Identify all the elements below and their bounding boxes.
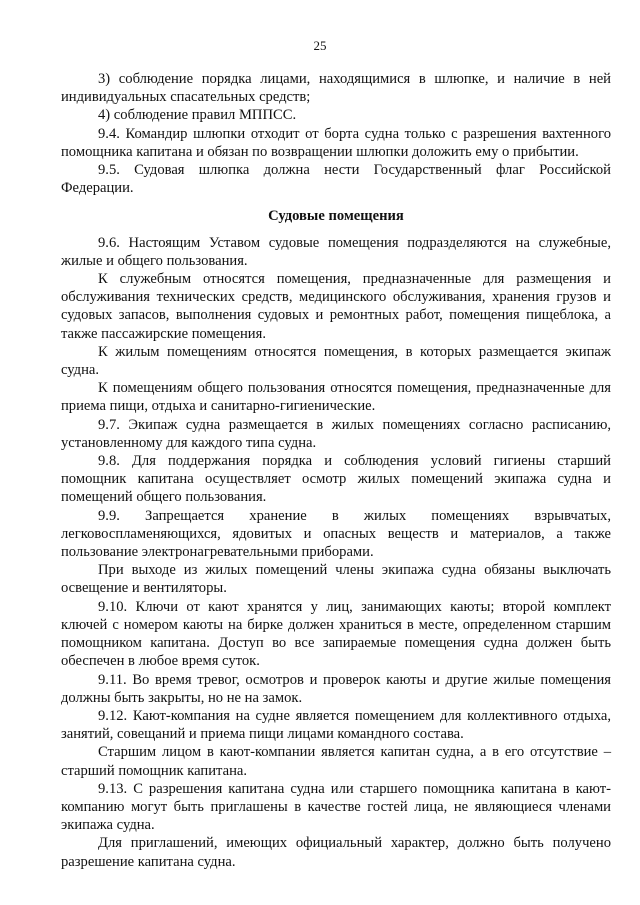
paragraph-9-9: 9.9. Запрещается хранение в жилых помещениях взрывчатых, легковоспламеняющихся, ядовитых и опасных веществ и материалов, а также пользование электронагревательными приборами. — [61, 507, 611, 561]
paragraph-official-invitations: Для приглашений, имеющих официальный характер, должно быть получено разрешение капитана судна. — [61, 835, 611, 870]
paragraph-common-rooms: К помещениям общего пользования относятся помещения, предназначенные для приема пищи, отдыха и санитарно-гигиенические. — [61, 380, 611, 415]
page-number: 25 — [313, 38, 327, 53]
paragraph-9-4: 9.4. Командир шлюпки отходит от борта судна только с разрешения вахтенного помощника капитана и обязан по возвращении шлюпки доложить ему о прибытии. — [61, 125, 611, 160]
paragraph-item-4: 4) соблюдение правил МППСС. — [98, 107, 297, 124]
section-heading: Судовые помещения — [268, 208, 404, 225]
paragraph-item-3: 3) соблюдение порядка лицами, находящимися в шлюпке, и наличие в ней индивидуальных спасательных средств; — [61, 71, 611, 106]
paragraph-9-7: 9.7. Экипаж судна размещается в жилых помещениях согласно расписанию, установленному для каждого типа судна. — [61, 416, 611, 451]
paragraph-9-8: 9.8. Для поддержания порядка и соблюдения условий гигиены старший помощник капитана осуществляет осмотр жилых помещений экипажа судна и помещений общего пользования. — [61, 453, 611, 506]
paragraph-9-11: 9.11. Во время тревог, осмотров и проверок каюты и другие жилые помещения должны быть закрыты, но не на замок. — [61, 671, 611, 706]
paragraph-wardroom-senior: Старшим лицом в кают-компании является капитан судна, а в его отсутствие – старший помощник капитана. — [61, 744, 611, 779]
document-body — [61, 70, 611, 871]
paragraph-9-12: 9.12. Кают-компания на судне является помещением для коллективного отдыха, занятий, совещаний и приема пищи лицами командного состава. — [61, 707, 611, 743]
paragraph-lights-off: При выходе из жилых помещений члены экипажа судна обязаны выключать освещение и вентиляторы. — [61, 562, 611, 597]
paragraph-9-6: 9.6. Настоящим Уставом судовые помещения подразделяются на служебные, жилые и общего пользования. — [61, 234, 611, 269]
paragraph-service-rooms: К служебным относятся помещения, предназначенные для размещения и обслуживания технических средств, медицинского обслуживания, хранения грузов и судовых запасов, выполнения судовых и ремонтных работ, помещения пищеблока, а также пассажирские помещения. — [61, 271, 611, 342]
paragraph-9-5: 9.5. Судовая шлюпка должна нести Государственный флаг Российской Федерации. — [61, 162, 611, 197]
paragraph-9-10: 9.10. Ключи от кают хранятся у лиц, занимающих каюты; второй комплект ключей с номером каюты на бирке должен храниться в месте, определенном старшим помощником капитана. Доступ во все запираемые помещения судна должен быть обеспечен в любое время суток. — [61, 598, 611, 670]
paragraph-9-13: 9.13. С разрешения капитана судна или старшего помощника капитана в кают-компанию могут быть приглашены в качестве гостей лица, не являющиеся членами экипажа судна. — [61, 780, 611, 834]
paragraph-living-rooms: К жилым помещениям относятся помещения, в которых размещается экипаж судна. — [61, 343, 611, 379]
